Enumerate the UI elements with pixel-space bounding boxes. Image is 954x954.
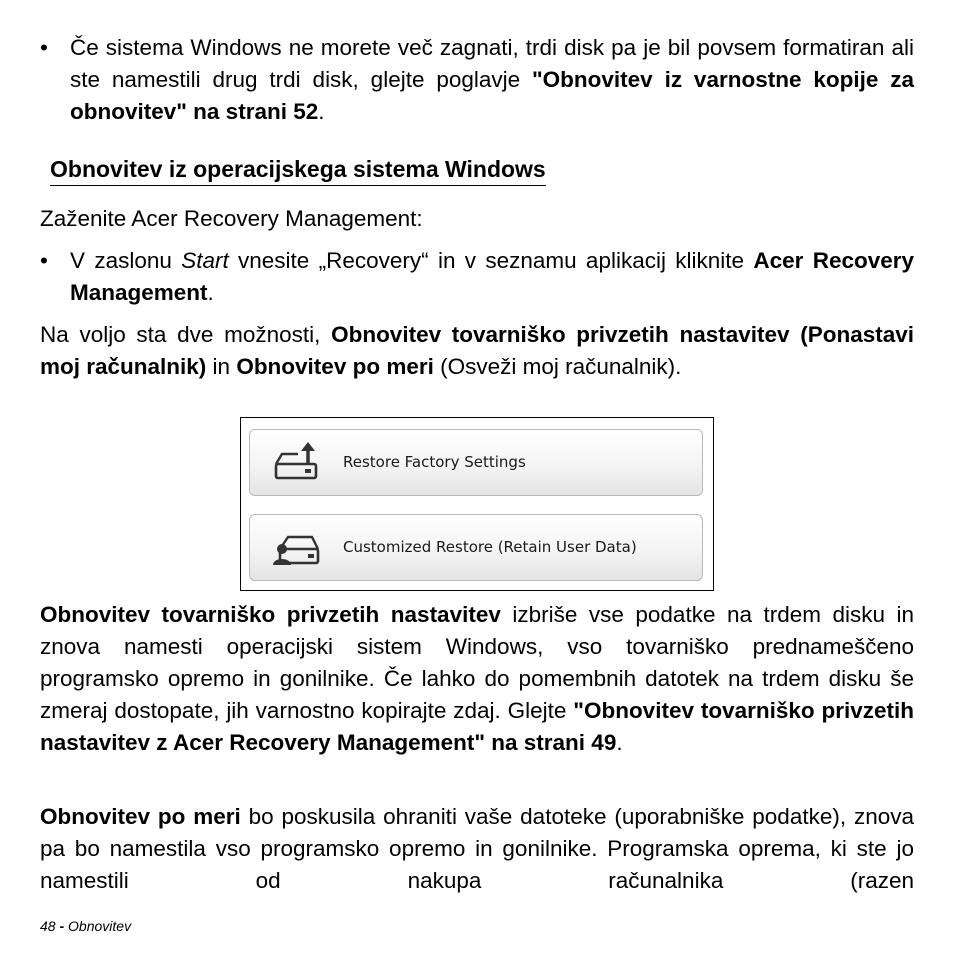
restore-factory-settings-label: Restore Factory Settings — [343, 453, 526, 471]
bullet-marker: • — [40, 35, 48, 60]
factory-restore-paragraph: Obnovitev tovarniško privzetih nastavitev izbriše vse podatke na trdem disku in znova namesti operacijski sistem Windows, vso tovarniško prednameščeno programsko opremo in gonilnike. Če lahko do pomembnih datotek na trdem disku še zmeraj dostopate, jih varnostno kopirajte zdaj. Glejte "Obnovitev tovarniško privzetih nastavitev z Acer Recovery Management" na strani 49. — [40, 602, 915, 755]
section-heading: Obnovitev iz operacijskega sistema Windows — [50, 154, 546, 186]
drive-upload-icon — [272, 442, 320, 484]
bullet-marker: • — [40, 248, 48, 273]
launch-instruction: Zaženite Acer Recovery Management: — [40, 206, 423, 231]
footer-section: Obnovitev — [68, 918, 132, 934]
page-footer: 48 - Obnovitev — [40, 918, 132, 934]
recovery-options-screenshot — [240, 417, 714, 591]
cross-reference-link[interactable]: "Obnovitev iz varnostne kopije za obnovitev" na strani 52 — [70, 67, 914, 124]
intro-bullet-text: Če sistema Windows ne morete več zagnati, trdi disk pa je bil povsem formatiran ali ste namestili drug trdi disk, glejte poglavje "Obnovitev iz varnostne kopije za obnovitev" na strani 52. — [70, 35, 914, 124]
customized-restore-button[interactable] — [249, 514, 703, 581]
drive-user-icon — [272, 527, 320, 569]
customized-restore-label: Customized Restore (Retain User Data) — [343, 538, 637, 556]
start-bullet-text: V zaslonu Start vnesite „Recovery“ in v seznamu aplikacij kliknite Acer Recovery Management. — [70, 248, 915, 305]
options-paragraph: Na voljo sta dve možnosti, Obnovitev tovarniško privzetih nastavitev (Ponastavi moj računalnik) in Obnovitev po meri (Osveži moj računalnik). — [40, 322, 915, 379]
cross-reference-link[interactable]: "Obnovitev tovarniško privzetih nastavitev z Acer Recovery Management" na strani 49 — [40, 698, 914, 755]
page-number: 48 — [40, 918, 56, 934]
custom-restore-paragraph: Obnovitev po meri bo poskusila ohraniti vaše datoteke (uporabniške podatke), znova pa bo namestila vso programsko opremo in gonilnike. Programska oprema, ki ste jo namestili od nakupa računalnika (razen — [40, 804, 914, 893]
restore-factory-settings-button[interactable] — [249, 429, 703, 496]
